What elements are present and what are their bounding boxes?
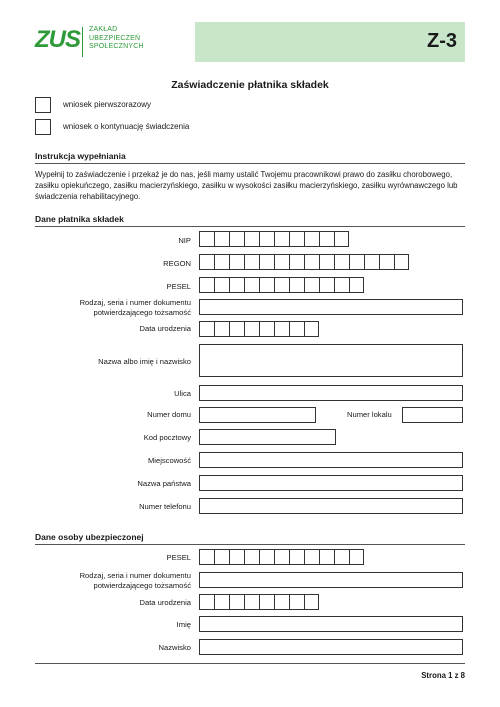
insured-birth-date-label: Data urodzenia xyxy=(139,598,191,607)
street-label: Ulica xyxy=(174,389,191,398)
footer-divider xyxy=(35,663,465,664)
divider xyxy=(35,544,465,545)
first-name-input[interactable] xyxy=(199,616,463,632)
regon-label: REGON xyxy=(163,259,191,268)
city-input[interactable] xyxy=(199,452,463,468)
apartment-number-input[interactable] xyxy=(402,407,463,423)
divider xyxy=(35,163,465,164)
last-name-input[interactable] xyxy=(199,639,463,655)
last-name-label: Nazwisko xyxy=(158,643,191,652)
regon-input[interactable] xyxy=(199,254,409,270)
birth-date-input[interactable] xyxy=(199,321,319,337)
payer-section-heading: Dane płatnika składek xyxy=(35,214,124,224)
instructions-text: Wypełnij to zaświadczenie i przekaż je do nas, jeśli mamy ustalić Twojemu pracownikowi prawo do zasiłku chorobowego, zasiłku opiekuńczego, zasiłku macierzyńskiego, zasiłku w wysokości zasiłku macierzyńskiego, zasiłku wyrównawczego lub świadczenia rehabilitacyjnego. xyxy=(35,170,458,201)
country-input[interactable] xyxy=(199,475,463,491)
postal-code-label: Kod pocztowy xyxy=(143,433,191,442)
house-number-input[interactable] xyxy=(199,407,316,423)
instructions-heading: Instrukcja wypełniania xyxy=(35,151,126,161)
checkbox[interactable] xyxy=(35,119,51,135)
birth-date-label: Data urodzenia xyxy=(139,324,191,333)
pesel-input[interactable] xyxy=(199,277,364,293)
id-document-label: Rodzaj, seria i numer dokumentu potwierdzającego tożsamość xyxy=(79,298,191,317)
insured-pesel-label: PESEL xyxy=(166,553,191,562)
form-code: Z-3 xyxy=(427,30,457,52)
city-label: Miejscowość xyxy=(147,456,191,465)
page-number: Strona 1 z 8 xyxy=(421,671,465,680)
house-number-label: Numer domu xyxy=(147,410,191,419)
insured-section-heading: Dane osoby ubezpieczonej xyxy=(35,532,144,542)
id-document-input[interactable] xyxy=(199,299,463,315)
phone-input[interactable] xyxy=(199,498,463,514)
pesel-label: PESEL xyxy=(166,282,191,291)
apartment-number-label: Numer lokalu xyxy=(347,410,392,419)
name-label: Nazwa albo imię i nazwisko xyxy=(98,357,191,366)
postal-code-input[interactable] xyxy=(199,429,336,445)
phone-label: Numer telefonu xyxy=(139,502,191,511)
first-name-label: Imię xyxy=(176,620,191,629)
checkbox-label: wniosek pierwszorazowy xyxy=(63,100,152,109)
insured-id-document-input[interactable] xyxy=(199,572,463,588)
nip-input[interactable] xyxy=(199,231,349,247)
name-input[interactable] xyxy=(199,344,463,377)
insured-pesel-input[interactable] xyxy=(199,549,364,565)
street-input[interactable] xyxy=(199,385,463,401)
nip-label: NIP xyxy=(178,236,191,245)
insured-id-document-label: Rodzaj, seria i numer dokumentu potwierdzającego tożsamość xyxy=(79,571,191,590)
logo-area xyxy=(35,22,195,62)
insured-birth-date-input[interactable] xyxy=(199,594,319,610)
form-header xyxy=(35,22,465,62)
logo-text: ZAKŁAD UBEZPIECZEŃ SPOŁECZNYCH xyxy=(89,26,144,50)
checkbox[interactable] xyxy=(35,97,51,113)
logo-divider xyxy=(82,27,83,57)
zus-logo: ZUS xyxy=(35,26,80,53)
form-title: Zaświadczenie płatnika składek xyxy=(171,79,329,91)
checkbox-label: wniosek o kontynuację świadczenia xyxy=(63,122,190,131)
country-label: Nazwa państwa xyxy=(137,479,191,488)
divider xyxy=(35,226,465,227)
